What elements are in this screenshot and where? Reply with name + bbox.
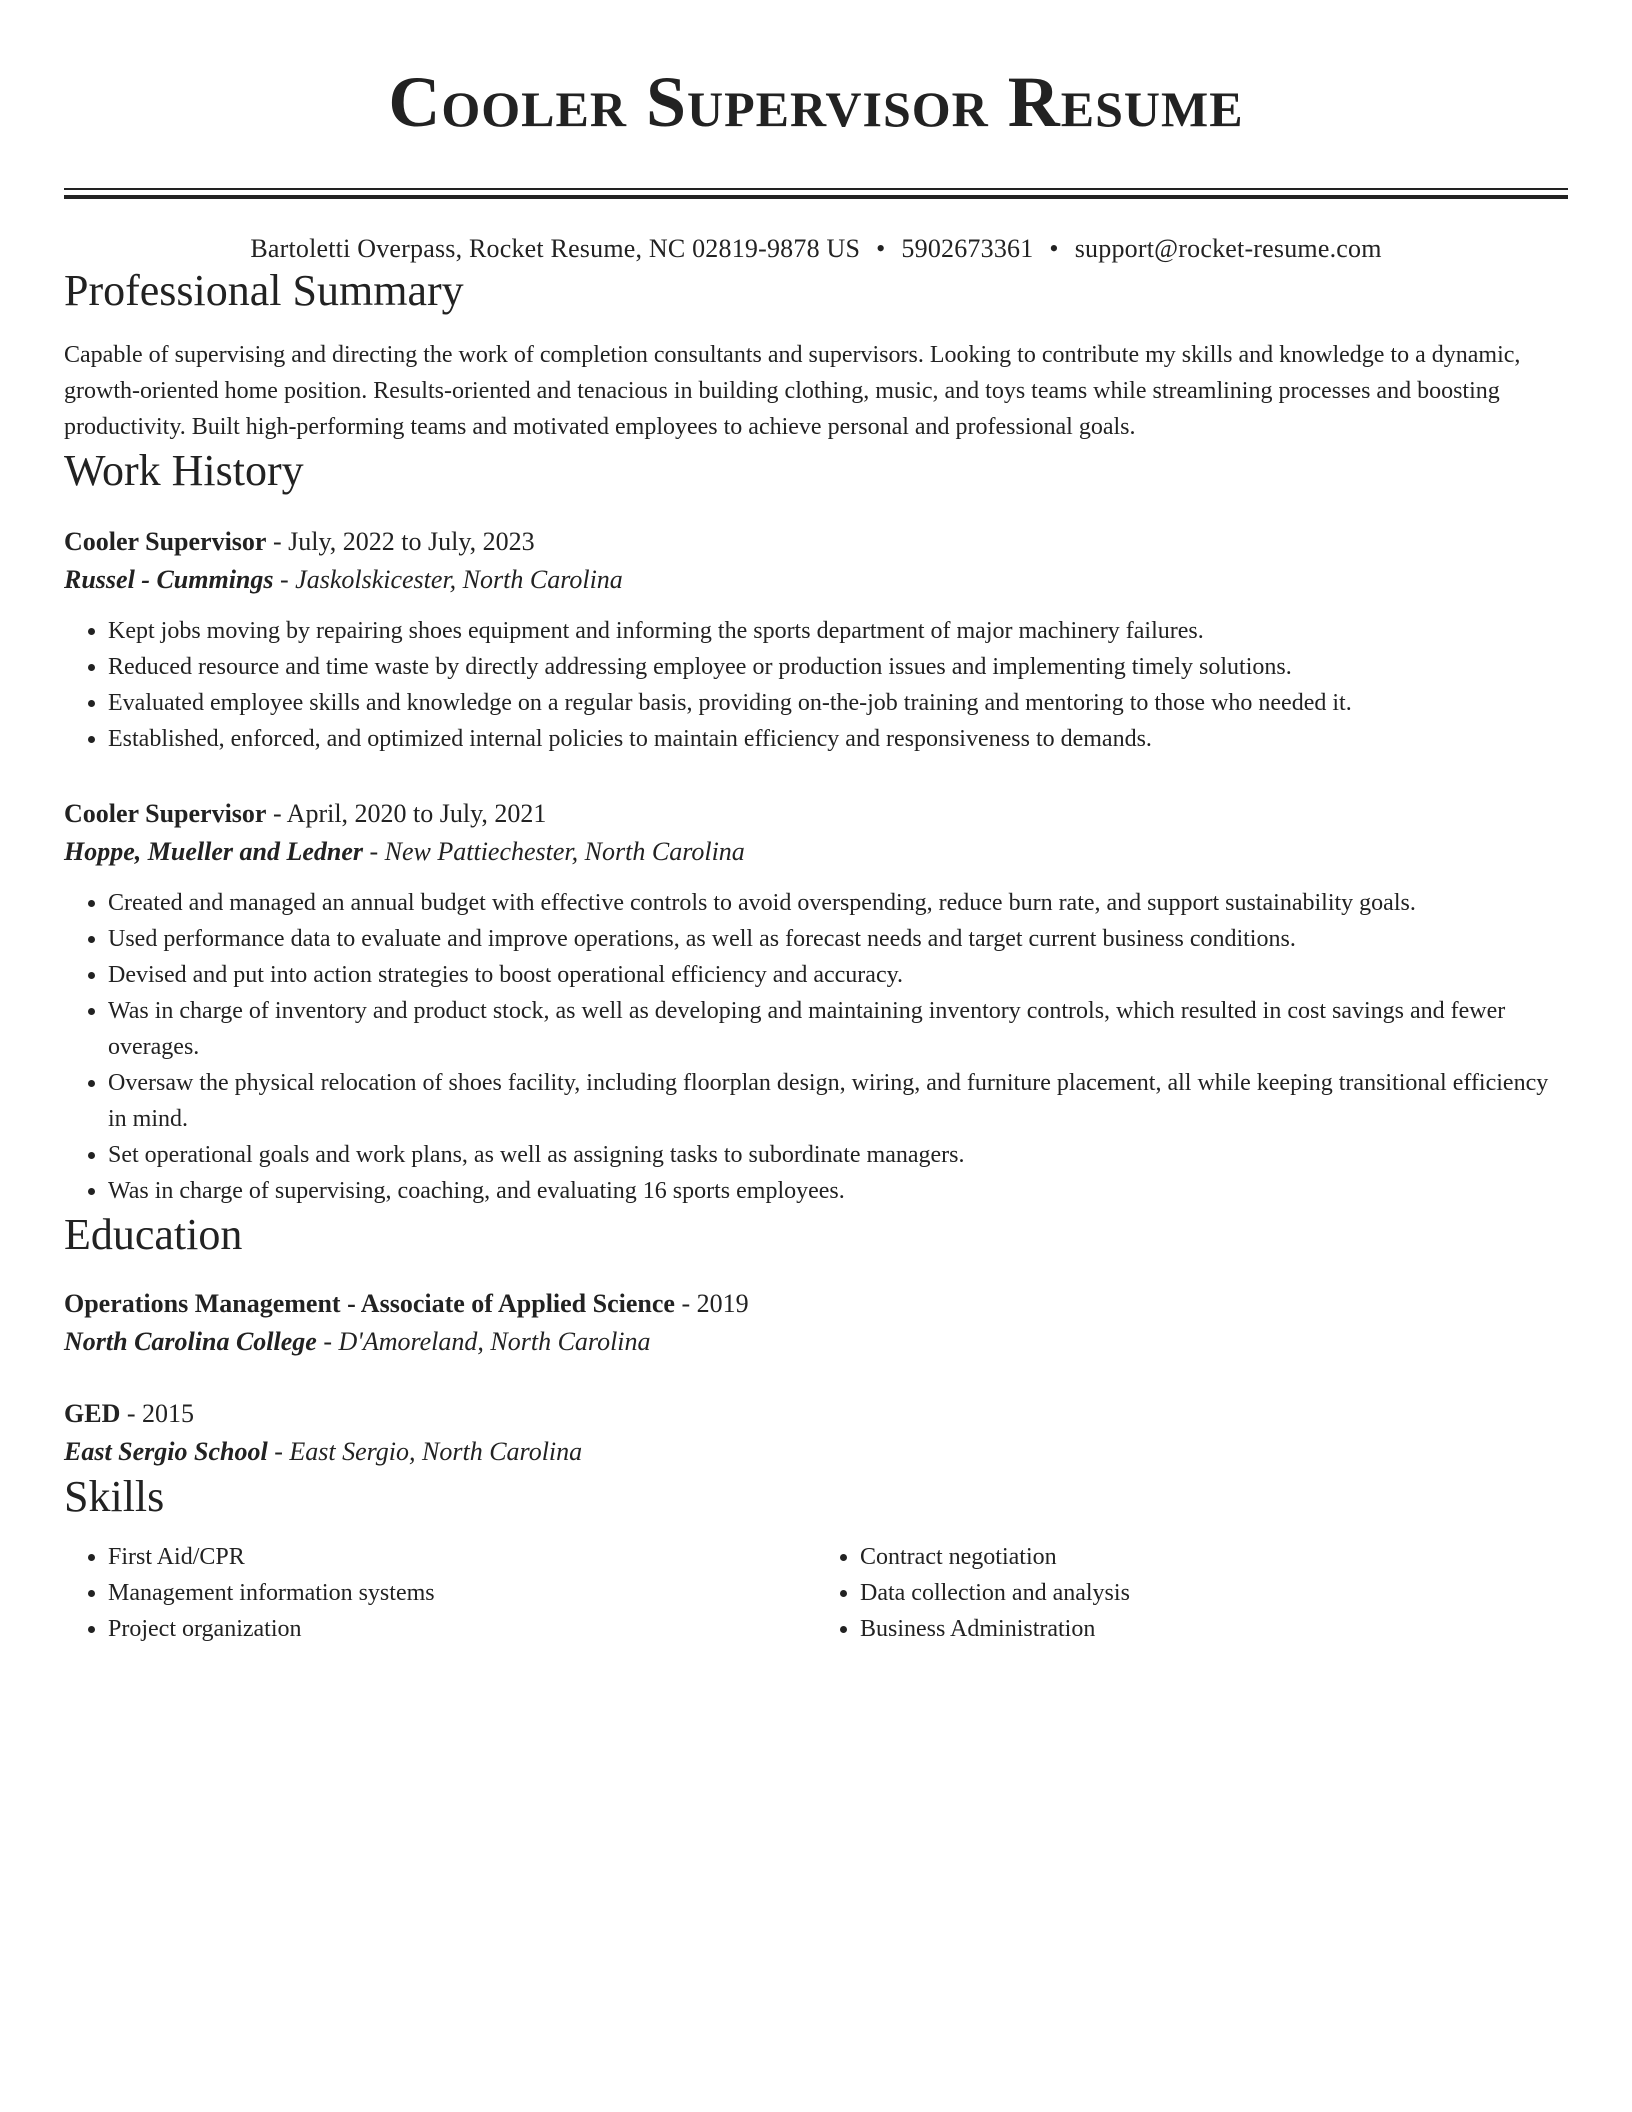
- job-company: Hoppe, Mueller and Ledner: [64, 837, 363, 866]
- education-degree: GED: [64, 1399, 121, 1428]
- skill-item: • Contract negotiation: [860, 1539, 1568, 1575]
- education-year: - 2019: [674, 1289, 749, 1318]
- job-entry: [64, 795, 1568, 1209]
- education-location: - D'Amoreland, North Carolina: [316, 1327, 651, 1356]
- job-bullet: • Kept jobs moving by repairing shoes equipment and informing the sports department of major machinery failures.: [108, 613, 1568, 649]
- education-school-line: [64, 1433, 1568, 1471]
- skills-heading: Skills: [64, 1472, 165, 1521]
- skill-item: • Project organization: [108, 1611, 816, 1647]
- education-degree-line: [64, 1395, 1568, 1433]
- job-bullet: • Oversaw the physical relocation of shoes facility, including floorplan design, wiring, and furniture placement, all while keeping transitional efficiency in mind.: [108, 1065, 1568, 1137]
- job-bullet: • Used performance data to evaluate and improve operations, as well as forecast needs and target current business conditions.: [108, 921, 1568, 957]
- job-dates: - July, 2022 to July, 2023: [266, 527, 535, 556]
- education-heading: Education: [64, 1210, 243, 1259]
- job-title: Cooler Supervisor: [64, 799, 267, 828]
- job-company: Russel - Cummings: [64, 565, 274, 594]
- job-bullets: [64, 613, 1568, 757]
- job-bullet: • Set operational goals and work plans, as well as assigning tasks to subordinate managers.: [108, 1137, 1568, 1173]
- skill-item: • Management information systems: [108, 1575, 816, 1611]
- summary-text: Capable of supervising and directing the work of completion consultants and supervisors. Looking to contribute my skills and knowledge to a dynamic, growth-oriented home position. Results-oriented and tenacious in building clothing, music, and toys teams while streamlining processes and boosting productivity. Built high-performing teams and motivated employees to achieve personal and professional goals.: [64, 342, 1521, 440]
- skill-item: • First Aid/CPR: [108, 1539, 816, 1575]
- education-degree: Operations Management - Associate of Applied Science: [64, 1289, 675, 1318]
- job-title-line: [64, 795, 1568, 833]
- job-bullet: • Created and managed an annual budget with effective controls to avoid overspending, reduce burn rate, and support sustainability goals.: [108, 885, 1568, 921]
- job-title-line: [64, 523, 1568, 561]
- education-school: East Sergio School: [64, 1437, 268, 1466]
- contact-phone: 5902673361: [901, 234, 1034, 263]
- skill-item: • Business Administration: [860, 1611, 1568, 1647]
- skill-item: • Data collection and analysis: [860, 1575, 1568, 1611]
- skills-list: [64, 1539, 1568, 1647]
- skills-column-left: [64, 1539, 816, 1647]
- job-title: Cooler Supervisor: [64, 527, 267, 556]
- job-dates: - April, 2020 to July, 2021: [266, 799, 547, 828]
- job-company-line: [64, 833, 1568, 871]
- education-school: North Carolina College: [64, 1327, 317, 1356]
- education-degree-line: [64, 1285, 1568, 1323]
- page-title: Cooler Supervisor Resume: [388, 62, 1244, 142]
- education-year: - 2015: [120, 1399, 195, 1428]
- job-bullet: • Evaluated employee skills and knowledge on a regular basis, providing on-the-job training and mentoring to those who needed it.: [108, 685, 1568, 721]
- job-company-line: [64, 561, 1568, 599]
- contact-separator: •: [876, 234, 886, 263]
- contact-line: [64, 233, 1568, 265]
- title-divider: [64, 188, 1568, 199]
- job-entry: [64, 523, 1568, 757]
- work-history-heading: Work History: [64, 446, 304, 495]
- job-bullet: • Established, enforced, and optimized internal policies to maintain efficiency and responsiveness to demands.: [108, 721, 1568, 757]
- job-location: - New Pattiechester, North Carolina: [363, 837, 745, 866]
- contact-address: Bartoletti Overpass, Rocket Resume, NC 02819-9878 US: [250, 234, 861, 263]
- contact-email: support@rocket-resume.com: [1074, 234, 1382, 263]
- education-school-line: [64, 1323, 1568, 1361]
- job-bullet: • Devised and put into action strategies to boost operational efficiency and accuracy.: [108, 957, 1568, 993]
- job-bullet: • Reduced resource and time waste by directly addressing employee or production issues and implementing timely solutions.: [108, 649, 1568, 685]
- job-location: - Jaskolskicester, North Carolina: [273, 565, 623, 594]
- job-bullet: • Was in charge of inventory and product stock, as well as developing and maintaining inventory controls, which resulted in cost savings and fewer overages.: [108, 993, 1568, 1065]
- education-entry: [64, 1285, 1568, 1361]
- education-entry: [64, 1395, 1568, 1471]
- summary-heading: Professional Summary: [64, 266, 464, 315]
- education-location: - East Sergio, North Carolina: [267, 1437, 583, 1466]
- contact-separator: •: [1049, 234, 1059, 263]
- skills-column-right: [816, 1539, 1568, 1647]
- job-bullets: [64, 885, 1568, 1209]
- job-bullet: • Was in charge of supervising, coaching, and evaluating 16 sports employees.: [108, 1173, 1568, 1209]
